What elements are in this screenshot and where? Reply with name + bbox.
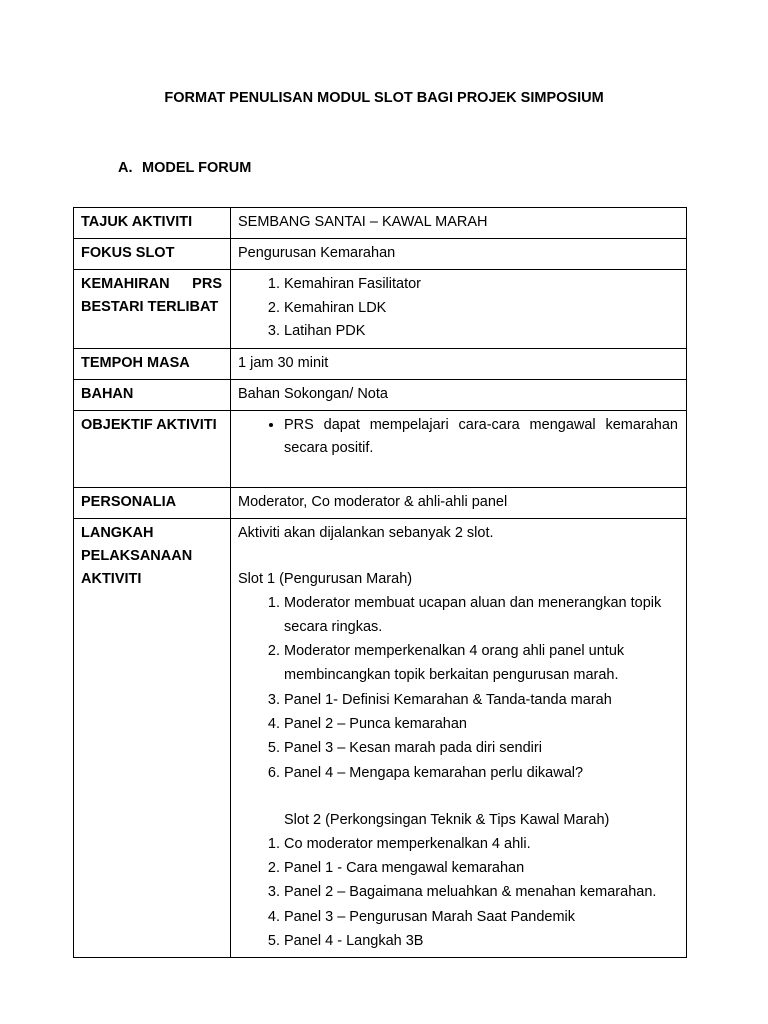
list-item: 6. Panel 4 – Mengapa kemarahan perlu dikawal? [284,761,678,785]
list-item: 1. Kemahiran Fasilitator [284,273,678,297]
list-item: 1. Moderator membuat ucapan aluan dan menerangkan topik secara ringkas. [284,591,678,640]
label-tajuk: TAJUK AKTIVITI [74,208,231,239]
label-tempoh: TEMPOH MASA [74,348,231,379]
label-fokus: FOKUS SLOT [74,239,231,270]
row-bahan [74,379,687,410]
value-langkah [231,518,687,958]
slot2-steps [238,832,678,953]
list-item: 1. Co moderator memperkenalkan 4 ahli. [284,832,678,856]
label-objektif: OBJEKTIF AKTIVITI [74,410,231,487]
list-item: 5. Panel 4 - Langkah 3B [284,929,678,953]
slot1-steps [238,591,678,785]
row-tajuk [74,208,687,239]
spacer [238,545,678,568]
value-tempoh: 1 jam 30 minit [231,348,687,379]
list-item: 3. Panel 1- Definisi Kemarahan & Tanda-tanda marah [284,688,678,712]
list-item: 3. Latihan PDK [284,320,678,344]
list-item: 2. Kemahiran LDK [284,297,678,321]
list-item: 2. Panel 1 - Cara mengawal kemarahan [284,856,678,880]
section-title: MODEL FORUM [142,160,252,176]
value-kemahiran [231,270,687,349]
value-objektif [231,410,687,487]
value-bahan: Bahan Sokongan/ Nota [231,379,687,410]
row-tempoh [74,348,687,379]
list-item: 3. Panel 2 – Bagaimana meluahkan & menahan kemarahan. [284,880,678,904]
list-item: 4. Panel 2 – Punca kemarahan [284,712,678,736]
row-objektif [74,410,687,487]
value-fokus: Pengurusan Kemarahan [231,239,687,270]
list-item: 2. Moderator memperkenalkan 4 orang ahli panel untuk membincangkan topik berkaitan pengurusan marah. [284,639,678,688]
section-heading [118,160,251,176]
row-langkah [74,518,687,958]
row-fokus [74,239,687,270]
slot2-title: Slot 2 (Perkongsingan Teknik & Tips Kawal Marah) [284,811,610,828]
objektif-list [238,414,678,461]
spacer [238,785,678,808]
list-item: • PRS dapat mempelajari cara-cara mengawal kemarahan secara positif. [284,414,678,461]
activity-table [73,207,687,958]
value-tajuk: SEMBANG SANTAI – KAWAL MARAH [231,208,687,239]
list-item: 4. Panel 3 – Pengurusan Marah Saat Pandemik [284,905,678,929]
value-personalia: Moderator, Co moderator & ahli-ahli panel [231,487,687,518]
slot1-title: Slot 1 (Pengurusan Marah) [238,570,413,587]
document-title: FORMAT PENULISAN MODUL SLOT BAGI PROJEK SIMPOSIUM [164,90,604,106]
row-kemahiran [74,270,687,349]
section-letter: A. [118,160,133,176]
label-langkah: LANGKAH PELAKSANAAN AKTIVITI [74,518,231,958]
kemahiran-list [238,273,678,344]
row-personalia [74,487,687,518]
label-bahan: BAHAN [74,379,231,410]
list-item: 5. Panel 3 – Kesan marah pada diri sendiri [284,736,678,760]
label-personalia: PERSONALIA [74,487,231,518]
label-kemahiran: KEMAHIRAN PRS BESTARI TERLIBAT [74,270,231,349]
langkah-intro: Aktiviti akan dijalankan sebanyak 2 slot. [238,524,494,541]
